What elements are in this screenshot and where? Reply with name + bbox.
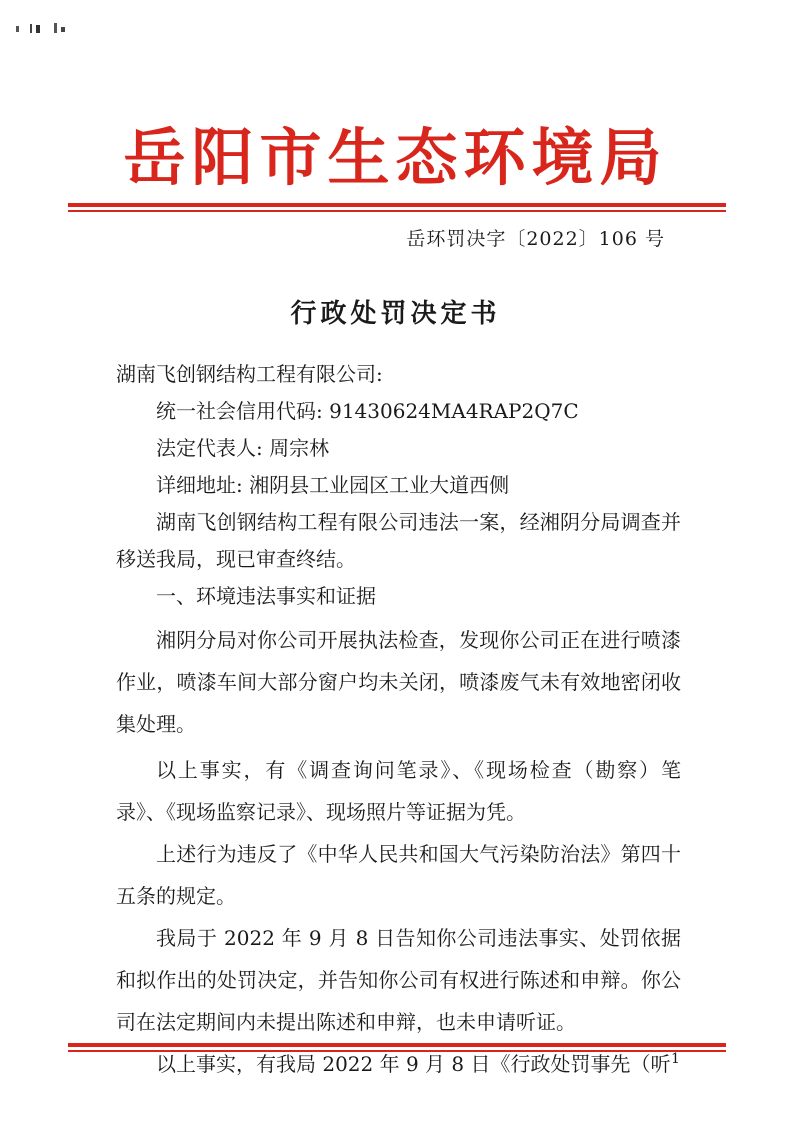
address-line: 详细地址: 湘阴县工业园区工业大道西侧 xyxy=(156,473,510,497)
footer-rule-thin xyxy=(68,1050,726,1052)
addressee: 湖南飞创钢结构工程有限公司: xyxy=(116,362,383,386)
footer-rule-thick xyxy=(68,1043,726,1047)
violation-paragraph: 上述行为违反了《中华人民共和国大气污染防治法》第四十五条的规定。 xyxy=(116,842,681,908)
evidence-paragraph: 以上事实，有《调查询问笔录》、《现场检查（勘察）笔录》、《现场监察记录》、现场照片等证据为凭。 xyxy=(116,758,681,824)
section-heading: 一、环境违法事实和证据 xyxy=(156,584,376,608)
credit-code-line: 统一社会信用代码: 91430624MA4RAP2Q7C xyxy=(156,399,579,423)
document-body xyxy=(116,356,681,1085)
scan-marks xyxy=(14,22,74,36)
facts-paragraph: 湘阴分局对你公司开展执法检查，发现你公司正在进行喷漆作业，喷漆车间大部分窗户均未关闭，喷漆废气未有效地密闭收集处理。 xyxy=(116,628,681,736)
document-title: 行政处罚决定书 xyxy=(290,299,501,329)
document-number: 岳环罚决字〔2022〕106 号 xyxy=(406,228,665,250)
page-number: 1 xyxy=(671,1051,680,1067)
continuation-paragraph: 以上事实，有我局 2022 年 9 月 8 日《行政处罚事先（听 xyxy=(156,1052,671,1076)
masthead-title: 岳阳市生态环境局 xyxy=(123,121,668,194)
case-intro-paragraph: 湖南飞创钢结构工程有限公司违法一案，经湘阴分局调查并移送我局，现已审查终结。 xyxy=(116,510,681,571)
notification-paragraph: 我局于 2022 年 9 月 8 日告知你公司违法事实、处罚依据和拟作出的处罚决定，并告知你公司有权进行陈述和申辩。你公司在法定期间内未提出陈述和申辩，也未申请听证。 xyxy=(116,926,681,1034)
legal-representative-line: 法定代表人: 周宗林 xyxy=(156,436,330,460)
masthead-rule-thin xyxy=(68,210,726,212)
masthead-rule-thick xyxy=(68,203,726,207)
